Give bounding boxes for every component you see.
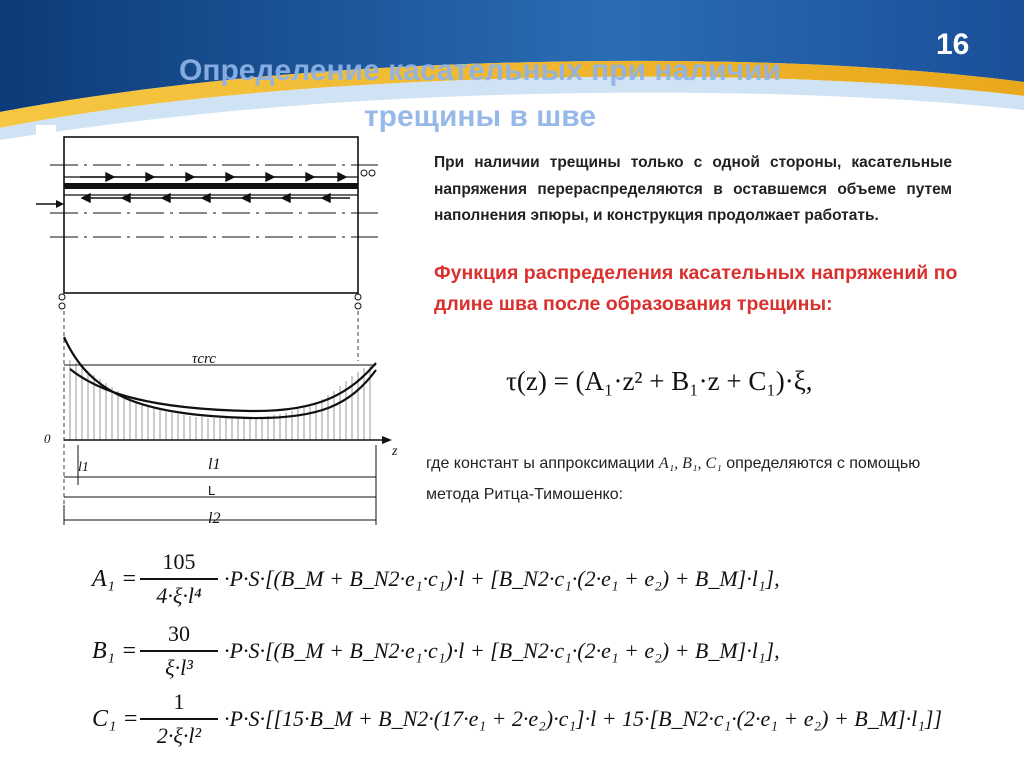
- tau-formula: τ(z) = (A₁·z² + B₁·z + C₁)·ξ,: [506, 366, 813, 396]
- equation-c1-lhs: C₁ =: [92, 706, 139, 732]
- slide-title-line-1: Определение касательных при наличии: [178, 54, 782, 87]
- equation-b1-rhs: ·P·S·[(B_M + B_N2·e₁·c₁)·l + [B_N2·c₁·(2·e₁ + e₂) + B_M]·l₁],: [224, 638, 780, 663]
- constants-prefix: где констант ы аппроксимации: [426, 455, 655, 472]
- tau-crc-label: τcrc: [192, 351, 216, 367]
- stress-curve-redistributed: [70, 363, 376, 411]
- constants-suffix: определяются с помощью метода Ритца-Тимошенко:: [426, 455, 921, 503]
- constants-note: [426, 448, 926, 510]
- beam-outline: [64, 137, 358, 293]
- l2-label: l2: [208, 510, 221, 527]
- equation-a1-numerator: 105: [162, 549, 196, 574]
- equation-c1-rhs: ·P·S·[[15·B_M + B_N2·(17·e₁ + 2·e₂)·c₁]·l + 15·[B_N2·c₁·(2·e₁ + e₂) + B_M]·l₁]]: [224, 706, 943, 731]
- z-axis-label: z: [392, 444, 398, 459]
- origin-label: 0: [44, 431, 51, 446]
- stress-curve-initial: [64, 337, 376, 418]
- l1-big-label: l1: [208, 456, 221, 473]
- constants-vars: A₁, B₁, C₁: [658, 455, 722, 472]
- L-label: L: [208, 483, 216, 498]
- fraction-bar: [140, 718, 218, 720]
- equation-a1-lhs: A₁ =: [92, 566, 138, 592]
- equation-c1-denominator: 2·ξ·l²: [156, 722, 202, 748]
- slide-number: 16: [936, 28, 970, 61]
- fraction-bar: [140, 578, 218, 580]
- equation-a1-fraction: [140, 548, 218, 610]
- equation-a1: [92, 548, 992, 616]
- equation-c1: [92, 688, 992, 756]
- equation-b1-lhs: B₁ =: [92, 638, 138, 664]
- description-paragraph: При наличии трещины только с одной стороны, касательные напряжения перераспределяются в оставшемся объеме путем наполнения эпюры, и конструкция продолжает работать.: [434, 154, 952, 224]
- equation-a1-denominator: 4·ξ·l⁴: [156, 582, 202, 608]
- equation-b1-denominator: ξ·l³: [165, 654, 193, 680]
- equation-b1-numerator: 30: [168, 621, 190, 646]
- shear-arrows-right: [80, 173, 346, 181]
- function-heading: Функция распределения касательных напряжений по длине шва после образования трещины:: [434, 262, 958, 315]
- equation-c1-numerator: 1: [173, 689, 185, 714]
- equation-b1: [92, 620, 992, 688]
- equation-b1-fraction: [140, 620, 218, 682]
- l1-small-label: l1: [78, 460, 89, 475]
- slide-title-line-2: трещины в шве: [363, 100, 597, 133]
- fraction-bar: [140, 650, 218, 652]
- equation-a1-rhs: ·P·S·[(B_M + B_N2·e₁·c₁)·l + [B_N2·c₁·(2·e₁ + e₂) + B_M]·l₁],: [224, 566, 780, 591]
- equation-c1-fraction: [140, 688, 218, 750]
- weld-stress-diagram: [20, 125, 420, 535]
